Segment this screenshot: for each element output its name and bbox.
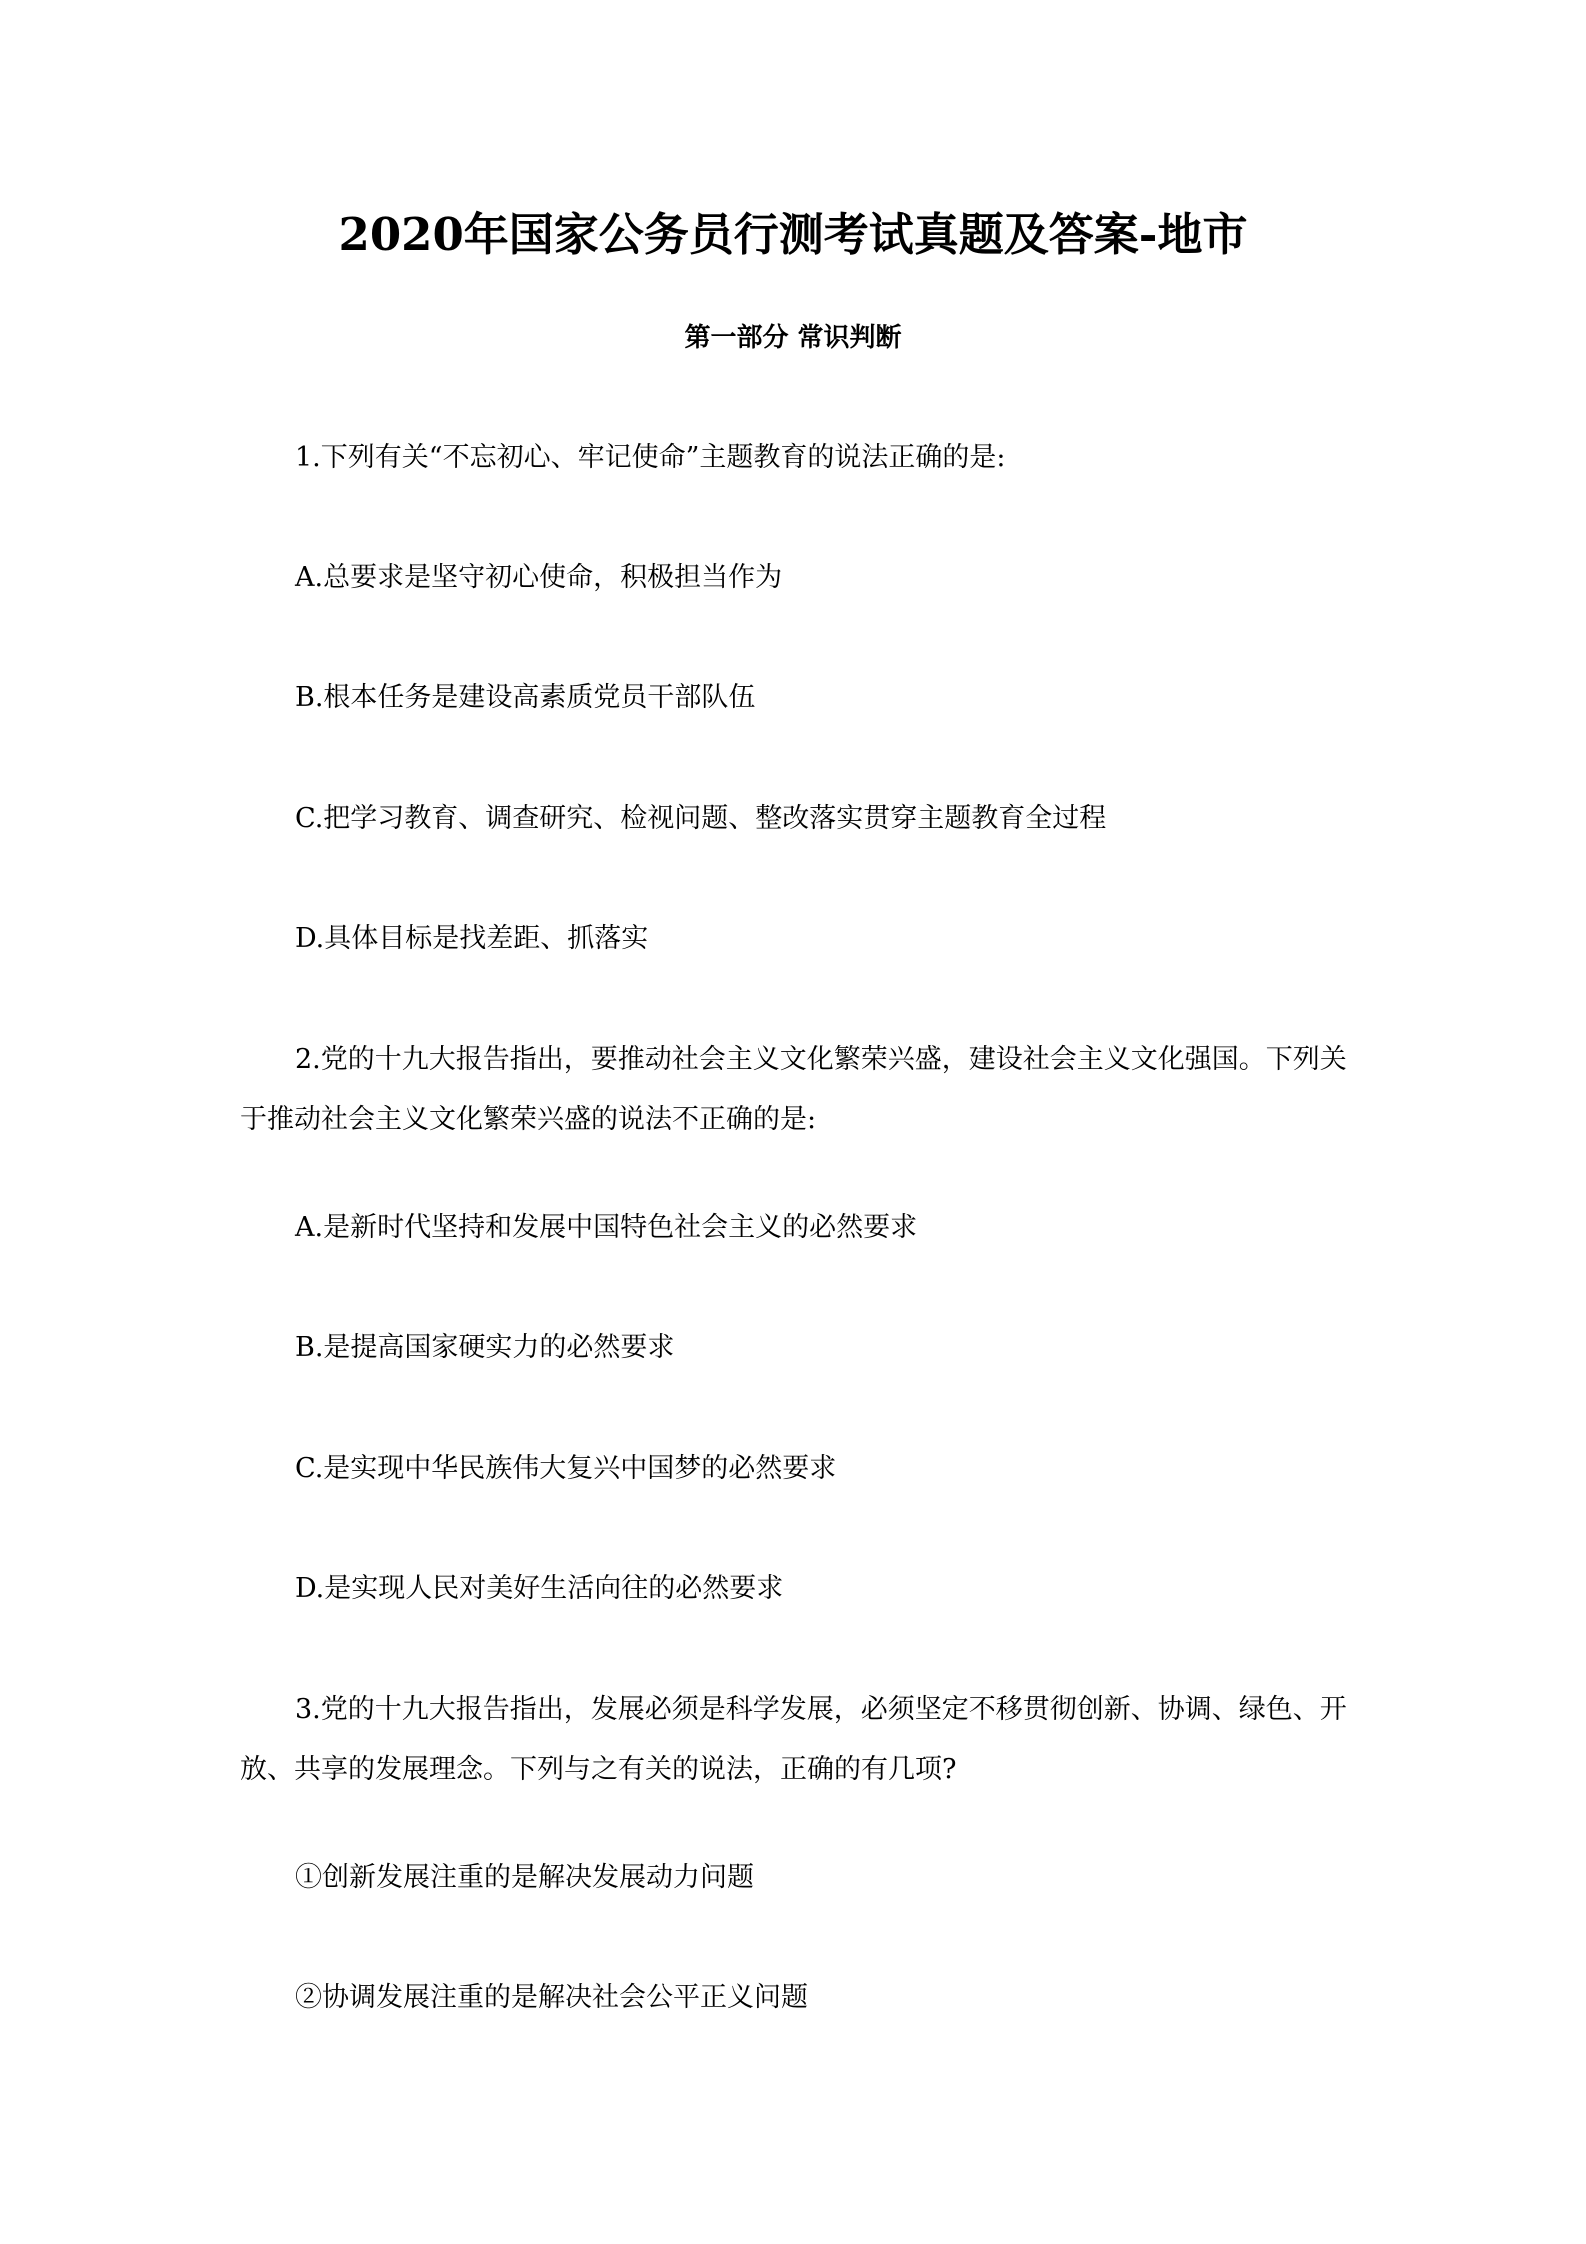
question-1-option-b: B.根本任务是建设高素质党员干部队伍 — [295, 682, 756, 713]
question-1-stem: 1.下列有关“不忘初心、牢记使命”主题教育的说法正确的是: — [295, 442, 1006, 473]
question-3-stem: 3.党的十九大报告指出，发展必须是科学发展，必须坚定不移贯彻创新、协调、绿色、开放、共享的发展理念。下列与之有关的说法，正确的有几项? — [240, 1694, 1347, 1785]
question-2-stem: 2.党的十九大报告指出，要推动社会主义文化繁荣兴盛，建设社会主义文化强国。下列关于推动社会主义文化繁荣兴盛的说法不正确的是: — [240, 1044, 1347, 1135]
question-2-option-d: D.是实现人民对美好生活向往的必然要求 — [295, 1573, 784, 1604]
section-title: 第一部分 常识判断 — [684, 323, 902, 353]
question-2-option-a: A.是新时代坚持和发展中国特色社会主义的必然要求 — [295, 1212, 918, 1243]
document-title: 2020年国家公务员行测考试真题及答案-地市 — [338, 208, 1248, 261]
question-1-option-c: C.把学习教育、调查研究、检视问题、整改落实贯穿主题教育全过程 — [295, 803, 1107, 834]
question-3-statement-2: ②协调发展注重的是解决社会公平正义问题 — [295, 1982, 808, 2013]
question-1-option-a: A.总要求是坚守初心使命，积极担当作为 — [295, 562, 783, 593]
question-2-option-c: C.是实现中华民族伟大复兴中国梦的必然要求 — [295, 1453, 837, 1484]
question-2-option-b: B.是提高国家硬实力的必然要求 — [295, 1332, 675, 1363]
question-1-option-d: D.具体目标是找差距、抓落实 — [295, 923, 649, 954]
question-3-statement-1: ①创新发展注重的是解决发展动力问题 — [295, 1862, 754, 1893]
